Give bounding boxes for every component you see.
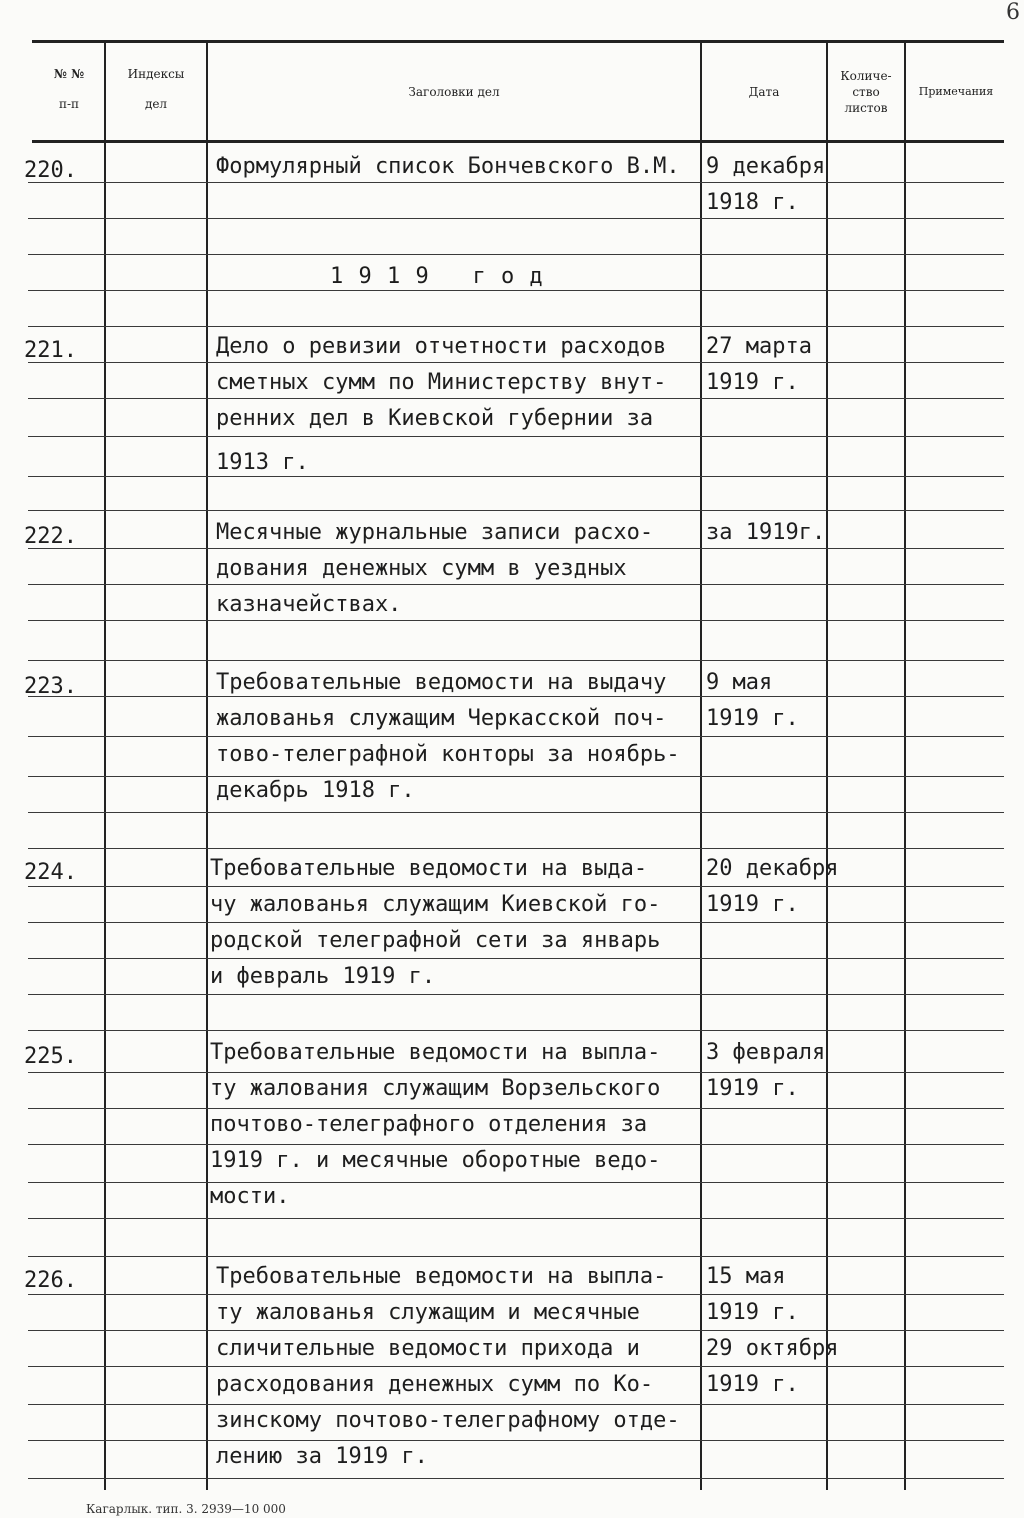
ruled-line	[28, 1072, 1004, 1073]
entry-number: 226.	[24, 1268, 77, 1293]
entry-title-line: казначействах.	[216, 592, 402, 617]
column-divider	[826, 40, 828, 1490]
entry-title-line: дования денежных сумм в уездных	[216, 556, 627, 581]
header-date: Дата	[748, 85, 780, 99]
entry-date: 1919 г.	[706, 1076, 799, 1101]
entry-date: 1919 г.	[706, 706, 799, 731]
ruled-line	[28, 1440, 1004, 1441]
ruled-line	[28, 1366, 1004, 1367]
ruled-line	[28, 736, 1004, 737]
ruled-line	[28, 1144, 1004, 1145]
ruled-line	[28, 1404, 1004, 1405]
entry-title-line: сличительные ведомости прихода и	[216, 1336, 640, 1361]
ruled-line	[28, 476, 1004, 477]
ruled-line	[28, 254, 1004, 255]
entry-title-line: Требовательные ведомости на выпла-	[210, 1040, 661, 1065]
entry-title-line: тово-телеграфной конторы за ноябрь-	[216, 742, 680, 767]
entry-date: 1918 г.	[706, 190, 799, 215]
ruled-line	[28, 326, 1004, 327]
ruled-line	[28, 1108, 1004, 1109]
ruled-line	[28, 696, 1004, 697]
entry-title-line: ренних дел в Киевской губернии за	[216, 406, 654, 431]
ruled-line	[28, 776, 1004, 777]
entry-date: за 1919г.	[706, 520, 826, 545]
year-heading: 1 9 1 9 г о д	[330, 264, 544, 289]
entry-title-line: жалованья служащим Черкасской поч-	[216, 706, 667, 731]
ruled-line	[28, 958, 1004, 959]
ruled-line	[28, 584, 1004, 585]
entry-date: 20 декабря	[706, 856, 839, 881]
ruled-line	[28, 1256, 1004, 1257]
column-divider	[904, 40, 906, 1490]
entry-number: 225.	[24, 1044, 77, 1069]
entry-date: 1919 г.	[706, 1300, 799, 1325]
entry-title-line: родской телеграфной сети за январь	[210, 928, 661, 953]
entry-number: 220.	[24, 158, 77, 183]
entry-date: 9 мая	[706, 670, 773, 695]
entry-title-line: мости.	[210, 1184, 290, 1209]
entry-title-line: 1913 г.	[216, 450, 309, 475]
column-divider	[104, 40, 106, 1490]
header-titles: Заголовки дел	[408, 85, 500, 99]
entry-title-line: Требовательные ведомости на выдачу	[216, 670, 667, 695]
ruled-line	[28, 182, 1004, 183]
entry-date: 15 мая	[706, 1264, 786, 1289]
entry-number: 222.	[24, 524, 77, 549]
entry-date: 1919 г.	[706, 370, 799, 395]
entry-title-line: и февраль 1919 г.	[210, 964, 436, 989]
ruled-line	[28, 812, 1004, 813]
entry-title-line: зинскому почтово-телеграфному отде-	[216, 1408, 680, 1433]
entry-date: 9 декабря	[706, 154, 826, 179]
ruled-line	[28, 886, 1004, 887]
entry-title-line: Месячные журнальные записи расхо-	[216, 520, 654, 545]
entry-title-line: сметных сумм по Министерству внут-	[216, 370, 667, 395]
ruled-line	[28, 1182, 1004, 1183]
entry-date: 1919 г.	[706, 1372, 799, 1397]
column-divider	[206, 40, 208, 1490]
corner-page-mark: 6	[1006, 0, 1020, 25]
entry-title-line: лению за 1919 г.	[216, 1444, 428, 1469]
ruled-line	[28, 436, 1004, 437]
entry-title-line: Дело о ревизии отчетности расходов	[216, 334, 667, 359]
printer-imprint: Кагарлык. тип. 3. 2939—10 000	[86, 1502, 286, 1516]
entry-title-line: почтово-телеграфного отделения за	[210, 1112, 648, 1137]
ruled-line	[28, 1330, 1004, 1331]
ruled-line	[28, 218, 1004, 219]
entry-date: 3 февраля	[706, 1040, 826, 1065]
entry-title-line: Требовательные ведомости на выпла-	[216, 1264, 667, 1289]
entry-title-line: ту жалования служащим Ворзельского	[210, 1076, 661, 1101]
header-top-rule	[32, 40, 1004, 43]
entry-title-line: Формулярный список Бончевского В.М.	[216, 154, 680, 179]
entry-date: 1919 г.	[706, 892, 799, 917]
header-index: Индексы дел	[127, 67, 185, 111]
entry-date: 27 марта	[706, 334, 812, 359]
entry-number: 224.	[24, 860, 77, 885]
entry-date: 29 октября	[706, 1336, 839, 1361]
ruled-line	[28, 1030, 1004, 1031]
ruled-line	[28, 1478, 1004, 1479]
entry-number: 223.	[24, 674, 77, 699]
ruled-line	[28, 1218, 1004, 1219]
ruled-line	[28, 848, 1004, 849]
header-bottom-rule	[32, 140, 1004, 143]
entry-title-line: ту жалованья служащим и месячные	[216, 1300, 640, 1325]
ruled-line	[28, 620, 1004, 621]
header-notes: Примечания	[918, 85, 994, 98]
ruled-line	[28, 290, 1004, 291]
header-number: № № п-п	[53, 67, 85, 111]
ruled-line	[28, 660, 1004, 661]
entry-title-line: расходования денежных сумм по Ко-	[216, 1372, 654, 1397]
ruled-line	[28, 362, 1004, 363]
ruled-line	[28, 548, 1004, 549]
entry-title-line: 1919 г. и месячные оборотные ведо-	[210, 1148, 661, 1173]
ruled-line	[28, 922, 1004, 923]
ruled-line	[28, 510, 1004, 511]
ruled-line	[28, 994, 1004, 995]
ruled-line	[28, 398, 1004, 399]
entry-title-line: чу жалованья служащим Киевской го-	[210, 892, 661, 917]
entry-title-line: Требовательные ведомости на выда-	[210, 856, 648, 881]
column-divider	[700, 40, 702, 1490]
header-sheet-count: Количе- ство листов	[840, 69, 892, 115]
entry-title-line: декабрь 1918 г.	[216, 778, 415, 803]
entry-number: 221.	[24, 338, 77, 363]
ruled-line	[28, 1294, 1004, 1295]
